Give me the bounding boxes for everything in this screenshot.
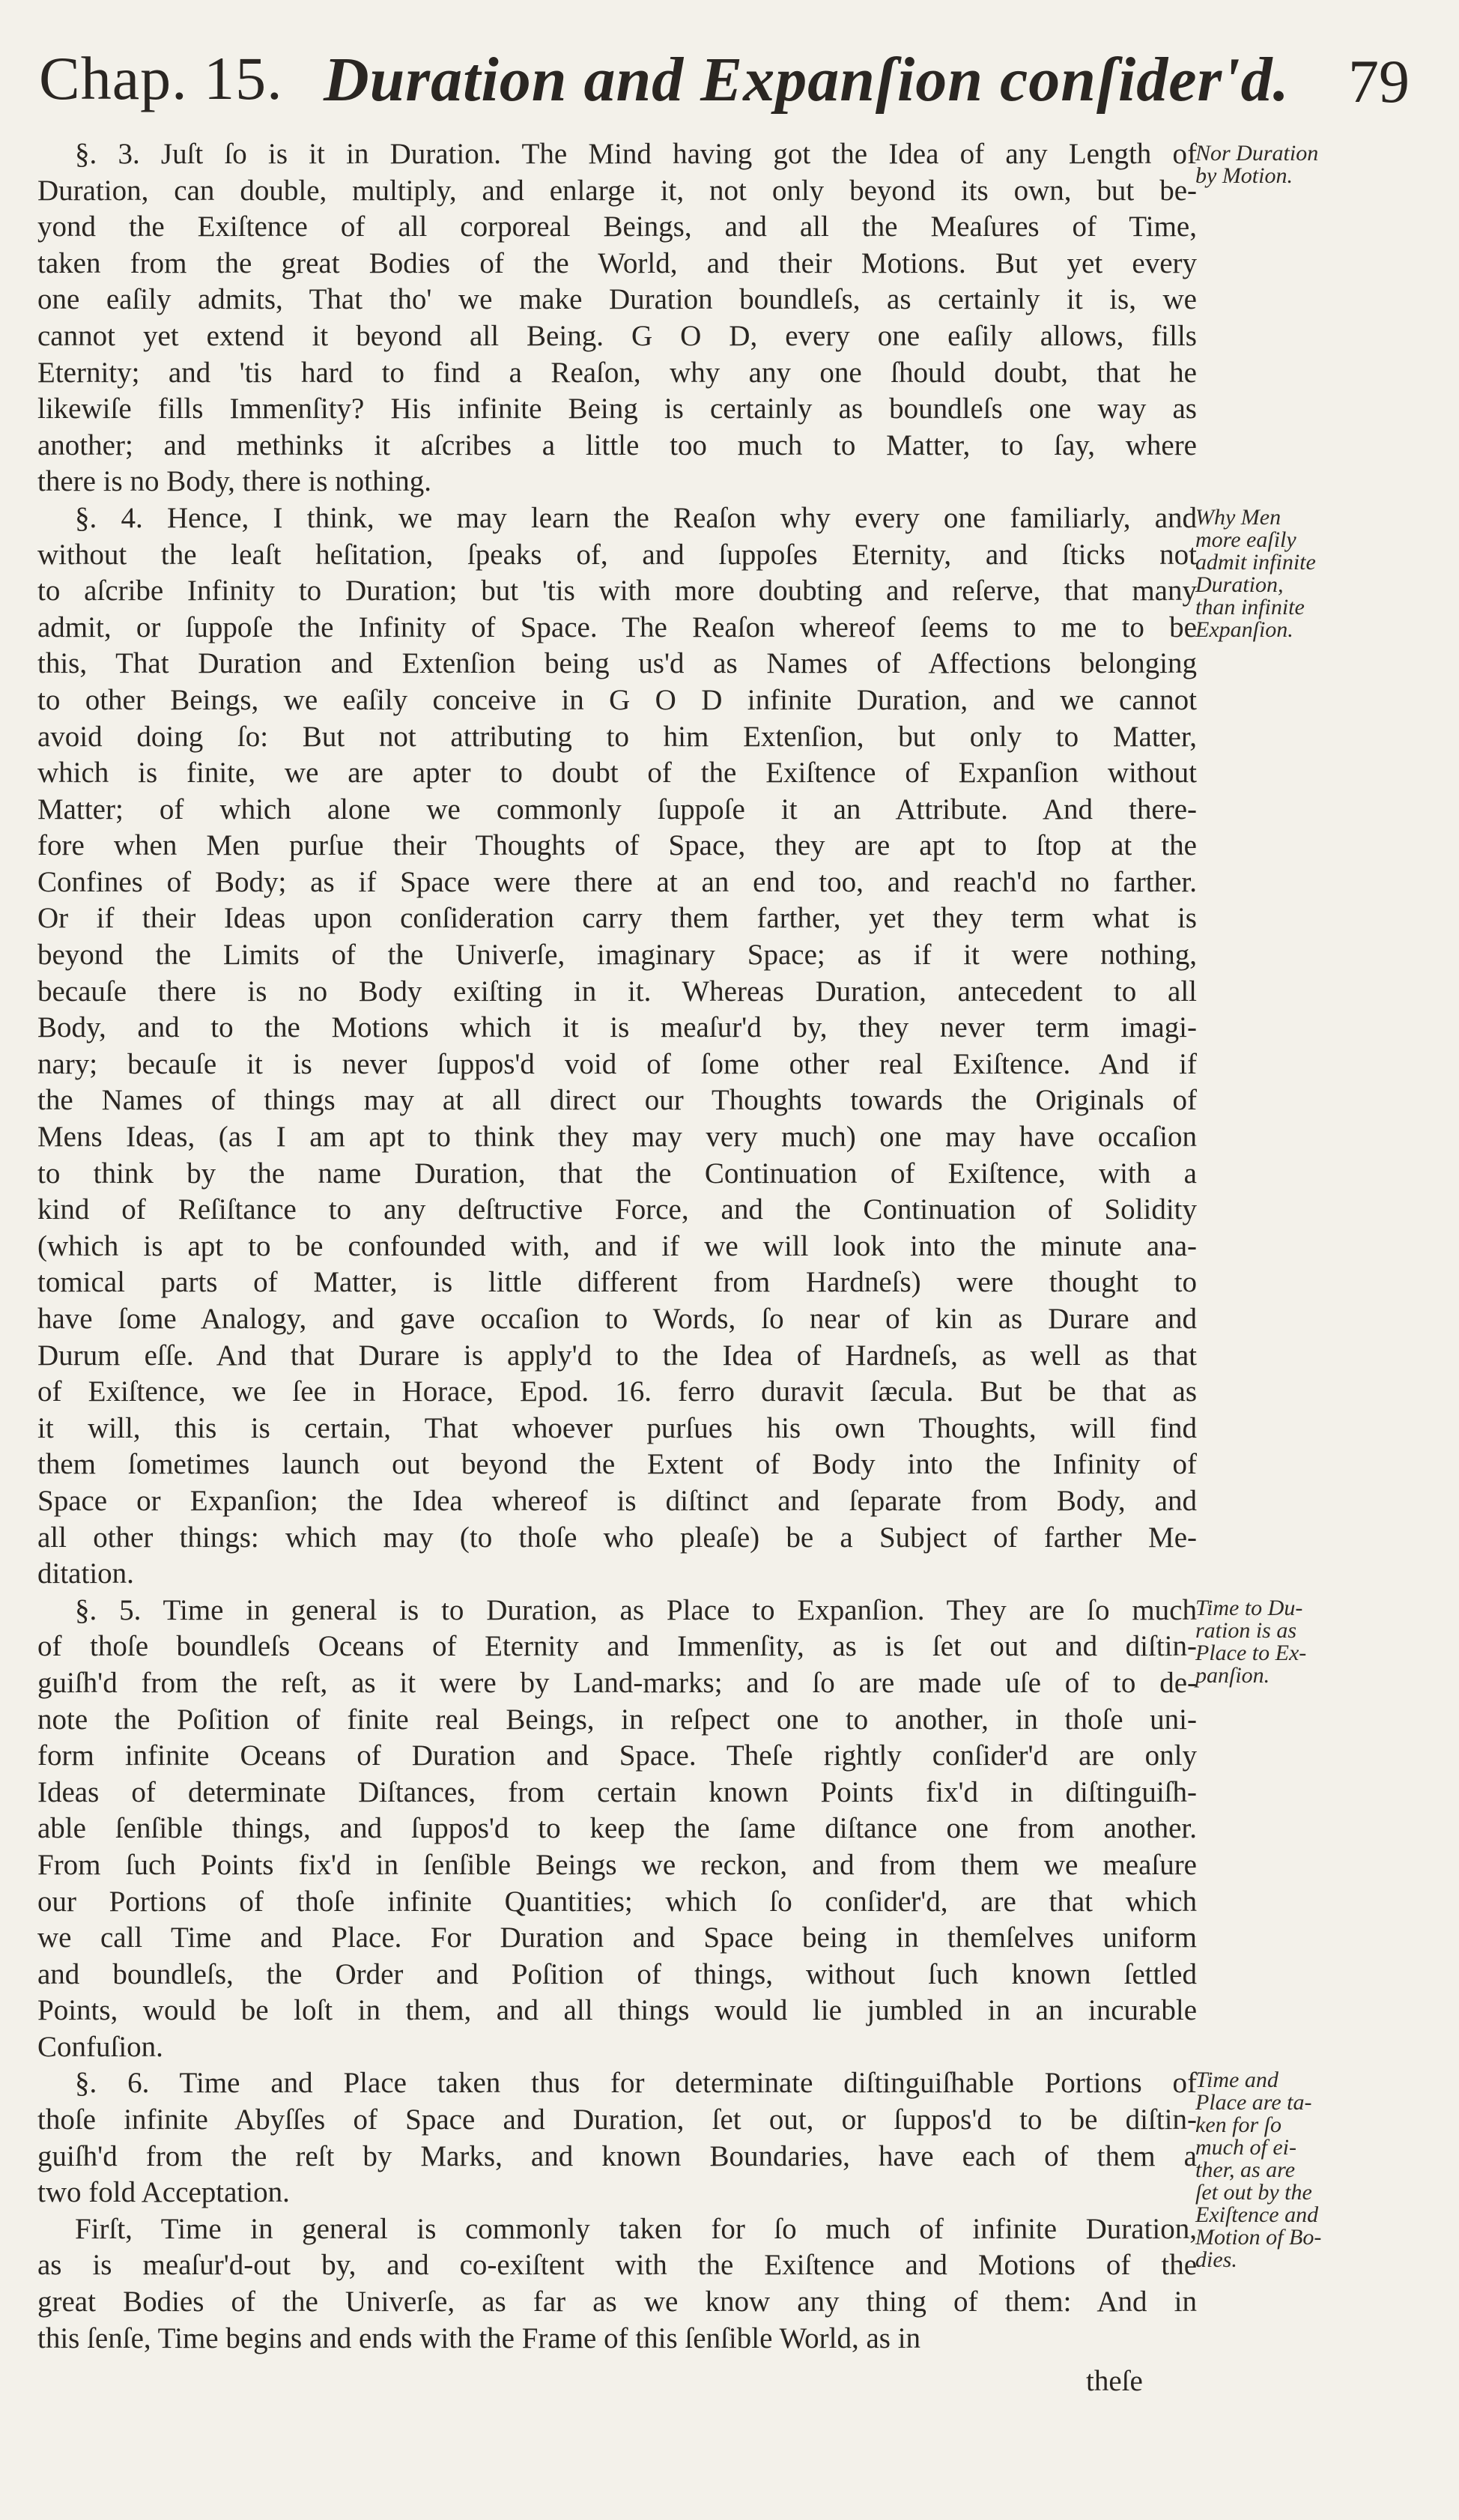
margin-note-line: ken for ſo xyxy=(1195,2112,1281,2137)
text-line: (which is apt to be confounded with, and if we will look into the minute ana- xyxy=(37,1229,1197,1262)
text-line: kind of Reſiſtance to any deſtructive Force, and the Continuation of Solidity xyxy=(37,1193,1197,1226)
text-line: one eaſily admits, That tho' we make Duration boundleſs, as certainly it is, we xyxy=(37,283,1197,316)
text-line: Duration, can double, multiply, and enlarge it, not only beyond its own, but be- xyxy=(37,174,1197,207)
text-line: our Portions of thoſe infinite Quantities; which ſo conſider'd, are that which xyxy=(37,1885,1197,1918)
text-line: which is finite, we are apter to doubt of the Exiſtence of Expanſion without xyxy=(37,757,1197,790)
text-line: tomical parts of Matter, is little different from Hardneſs) were thought to xyxy=(37,1266,1197,1299)
text-line: there is no Body, there is nothing. xyxy=(37,465,432,498)
margin-note-nor-duration xyxy=(1195,142,1454,187)
text-line: becauſe there is no Body exiſting in it. Whereas Duration, antecedent to all xyxy=(37,975,1197,1008)
page-header xyxy=(39,36,1417,133)
text-line: it will, this is certain, That whoever purſues his own Thoughts, will find xyxy=(37,1411,1197,1444)
text-line: admit, or ſuppoſe the Infinity of Space. The Reaſon whereof ſeems to me to be xyxy=(37,611,1197,643)
text-line: yond the Exiſtence of all corporeal Beings, and all the Meaſures of Time, xyxy=(37,210,1197,243)
text-line: to think by the name Duration, that the Continuation of Exiſtence, with a xyxy=(37,1157,1197,1190)
text-line: to other Beings, we eaſily conceive in G O D infinite Duration, and we cannot xyxy=(37,683,1197,716)
text-line: without the leaſt heſitation, ſpeaks of, and ſuppoſes Eternity, and ſticks not xyxy=(37,538,1197,571)
text-line: Durum eſſe. And that Durare is apply'd to the Idea of Hardneſs, as well as that xyxy=(37,1339,1197,1372)
text-line: great Bodies of the Univerſe, as far as we know any thing of them: And in xyxy=(37,2286,1197,2318)
margin-note-line: Duration, xyxy=(1195,572,1284,597)
text-line: note the Poſition of finite real Beings, in reſpect one to another, in thoſe uni- xyxy=(37,1703,1197,1736)
text-line: Mens Ideas, (as I am apt to think they may very much) one may have occaſion xyxy=(37,1121,1197,1154)
text-line: able ſenſible things, and ſuppos'd to keep the ſame diſtance one from another. xyxy=(37,1812,1197,1845)
text-line: §. 3. Juſt ſo is it in Duration. The Mind having got the Idea of any Length of xyxy=(75,138,1197,170)
text-line: Firſt, Time in general is commonly taken for ſo much of infinite Duration, xyxy=(75,2212,1197,2245)
chapter-label: Chap. 15. xyxy=(39,44,283,112)
text-line: nary; becauſe it is never ſuppos'd void of ſome other real Exiſtence. And if xyxy=(37,1047,1197,1080)
margin-note-time-to-duration xyxy=(1195,1597,1454,1687)
text-line: fore when Men purſue their Thoughts of Space, they are apt to ſtop at the xyxy=(37,829,1197,862)
text-line: beyond the Limits of the Univerſe, imaginary Space; as if it were nothing, xyxy=(37,939,1197,972)
text-line: this, That Duration and Extenſion being us'd as Names of Affections belonging xyxy=(37,647,1197,680)
text-line: the Names of things may at all direct our Thoughts towards the Originals of xyxy=(37,1084,1197,1117)
margin-note-line: Motion of Bo- xyxy=(1195,2225,1322,2250)
text-line: form infinite Oceans of Duration and Space. Theſe rightly conſider'd are only xyxy=(37,1739,1197,1772)
text-line: have ſome Analogy, and gave occaſion to Words, ſo near of kin as Durare and xyxy=(37,1303,1197,1335)
text-line: this ſenſe, Time begins and ends with the Frame of this ſenſible World, as in xyxy=(37,2321,921,2354)
text-line: and boundleſs, the Order and Poſition of things, without ſuch known ſettled xyxy=(37,1957,1197,1990)
margin-note-line: Exiſtence and xyxy=(1195,2202,1319,2227)
running-title: Duration and Expanſion conſider'd. xyxy=(324,45,1290,115)
text-line: to aſcribe Infinity to Duration; but 'tis with more doubting and reſerve, that many xyxy=(37,575,1197,608)
margin-note-line: ration is as xyxy=(1195,1618,1297,1643)
margin-note-time-and-place xyxy=(1195,2069,1454,2271)
text-line: Matter; of which alone we commonly ſuppoſe it an Attribute. And there- xyxy=(37,793,1197,826)
margin-note-line: Place are ta- xyxy=(1195,2090,1312,2115)
text-line: §. 4. Hence, I think, we may learn the Reaſon why every one familiarly, and xyxy=(75,501,1197,534)
text-line: of Exiſtence, we ſee in Horace, Epod. 16. ferro duravit ſæcula. But be that as xyxy=(37,1375,1197,1408)
text-line: ditation. xyxy=(37,1557,134,1590)
margin-note-line: Why Men xyxy=(1195,505,1281,530)
margin-note-line: Time and xyxy=(1195,2068,1278,2092)
margin-note-line: admit infinite xyxy=(1195,550,1316,575)
margin-note-line: than infinite xyxy=(1195,595,1305,620)
catchword: theſe xyxy=(1086,2365,1143,2397)
text-line: we call Time and Place. For Duration and Space being in themſelves uniform xyxy=(37,1921,1197,1954)
margin-note-line: ther, as are xyxy=(1195,2157,1296,2182)
text-line: thoſe infinite Abyſſes of Space and Duration, ſet out, or ſuppos'd to be diſtin- xyxy=(37,2103,1197,2136)
text-line: Body, and to the Motions which it is meaſur'd by, they never term imagi- xyxy=(37,1011,1197,1044)
margin-note-why-men xyxy=(1195,506,1454,641)
margin-note-line: Time to Du- xyxy=(1195,1596,1303,1620)
text-line: guiſh'd from the reſt by Marks, and known Boundaries, have each of them a xyxy=(37,2139,1197,2172)
text-line: cannot yet extend it beyond all Being. G O D, every one eaſily allows, fills xyxy=(37,319,1197,352)
text-line: avoid doing ſo: But not attributing to him Extenſion, but only to Matter, xyxy=(37,720,1197,753)
margin-note-line: much of ei- xyxy=(1195,2135,1296,2160)
text-line: of thoſe boundleſs Oceans of Eternity and Immenſity, as is ſet out and diſtin- xyxy=(37,1630,1197,1663)
text-line: all other things: which may (to thoſe who pleaſe) be a Subject of farther Me- xyxy=(37,1521,1197,1554)
text-line: as is meaſur'd-out by, and co-exiſtent with the Exiſtence and Motions of the xyxy=(37,2249,1197,2282)
text-line: Or if their Ideas upon conſideration carry them farther, yet they term what is xyxy=(37,902,1197,935)
margin-note-line: more eaſily xyxy=(1195,527,1296,552)
text-line: another; and methinks it aſcribes a little too much to Matter, to ſay, where xyxy=(37,428,1197,461)
text-line: §. 5. Time in general is to Duration, as Place to Expanſion. They are ſo much xyxy=(75,1593,1197,1626)
text-line: Space or Expanſion; the Idea whereof is diſtinct and ſeparate from Body, and xyxy=(37,1484,1197,1517)
text-line: them ſometimes launch out beyond the Extent of Body into the Infinity of xyxy=(37,1448,1197,1481)
page-number: 79 xyxy=(1348,47,1410,115)
body-text xyxy=(37,136,1197,2357)
margin-note-line: Place to Ex- xyxy=(1195,1641,1307,1665)
text-line: Ideas of determinate Diſtances, from certain known Points fix'd in diſtinguiſh- xyxy=(37,1775,1197,1808)
text-line: Confuſion. xyxy=(37,2030,163,2063)
text-line: Eternity; and 'tis hard to find a Reaſon, why any one ſhould doubt, that he xyxy=(37,356,1197,389)
text-line: two fold Acceptation. xyxy=(37,2176,290,2209)
text-line: §. 6. Time and Place taken thus for determinate diſtinguiſhable Portions of xyxy=(75,2067,1197,2100)
margin-note-line: Expanſion. xyxy=(1195,617,1293,642)
text-line: From ſuch Points fix'd in ſenſible Beings we reckon, and from them we meaſure xyxy=(37,1848,1197,1881)
text-line: likewiſe fills Immenſity? His infinite Being is certainly as boundleſs one way as xyxy=(37,393,1197,425)
margin-note-line: Nor Duration xyxy=(1195,141,1319,166)
text-line: guiſh'd from the reſt, as it were by Land-marks; and ſo are made uſe of to de- xyxy=(37,1666,1197,1699)
text-line: taken from the great Bodies of the World, and their Motions. But yet every xyxy=(37,246,1197,279)
margin-note-line: panſion. xyxy=(1195,1663,1270,1688)
text-line: Confines of Body; as if Space were there at an end too, and reach'd no farther. xyxy=(37,865,1197,898)
text-line: Points, would be loſt in them, and all things would lie jumbled in an incurable xyxy=(37,1994,1197,2027)
margin-note-line: dies. xyxy=(1195,2247,1237,2272)
margin-note-line: by Motion. xyxy=(1195,163,1293,188)
margin-note-line: ſet out by the xyxy=(1195,2180,1312,2205)
